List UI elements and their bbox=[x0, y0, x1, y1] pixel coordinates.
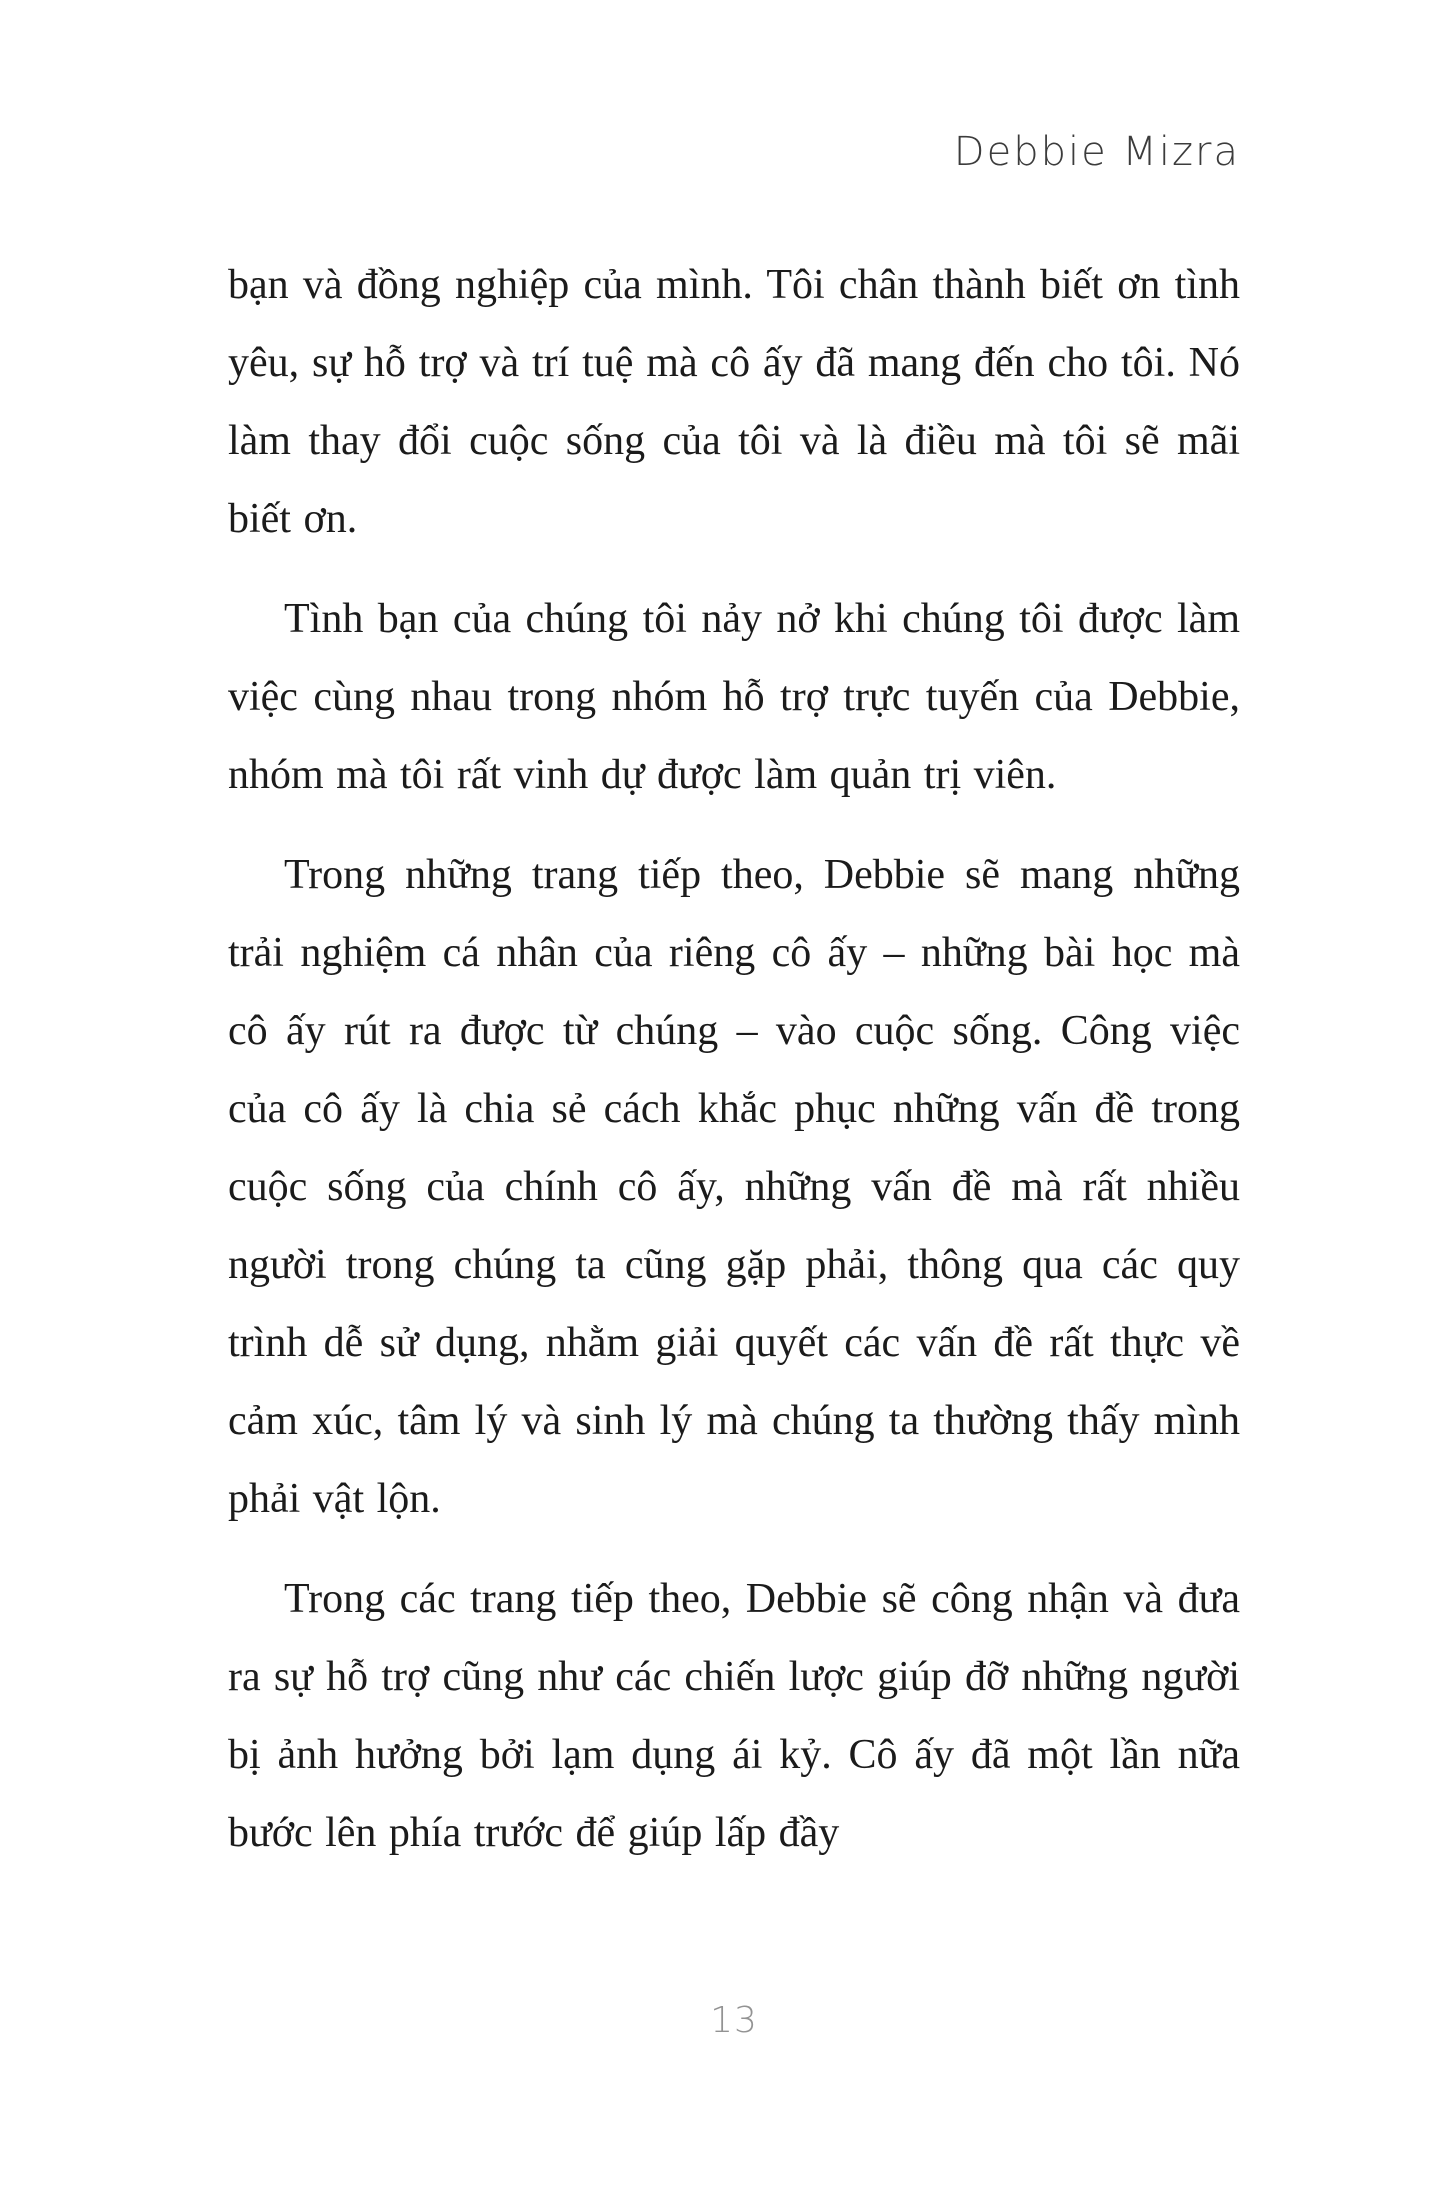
paragraph: Trong các trang tiếp theo, Debbie sẽ công nhận và đưa ra sự hỗ trợ cũng như các chiến lược giúp đỡ những người bị ảnh hưởng bởi lạm dụng ái kỷ. Cô ấy đã một lần nữa bước lên phía trước để giúp lấp đầy bbox=[228, 1576, 1240, 1856]
page-number: 13 bbox=[710, 2000, 758, 2041]
body-text-block bbox=[228, 246, 1240, 1894]
running-header: Debbie Mizra bbox=[953, 129, 1240, 175]
paragraph: bạn và đồng nghiệp của mình. Tôi chân thành biết ơn tình yêu, sự hỗ trợ và trí tuệ mà cô ấy đã mang đến cho tôi. Nó làm thay đổi cuộc sống của tôi và là điều mà tôi sẽ mãi biết ơn. bbox=[228, 262, 1240, 542]
paragraph: Tình bạn của chúng tôi nảy nở khi chúng tôi được làm việc cùng nhau trong nhóm hỗ trợ trực tuyến của Debbie, nhóm mà tôi rất vinh dự được làm quản trị viên. bbox=[228, 596, 1240, 798]
paragraph: Trong những trang tiếp theo, Debbie sẽ mang những trải nghiệm cá nhân của riêng cô ấy – những bài học mà cô ấy rút ra được từ chúng – vào cuộc sống. Công việc của cô ấy là chia sẻ cách khắc phục những vấn đề trong cuộc sống của chính cô ấy, những vấn đề mà rất nhiều người trong chúng ta cũng gặp phải, thông qua các quy trình dễ sử dụng, nhằm giải quyết các vấn đề rất thực về cảm xúc, tâm lý và sinh lý mà chúng ta thường thấy mình phải vật lộn. bbox=[228, 852, 1240, 1522]
